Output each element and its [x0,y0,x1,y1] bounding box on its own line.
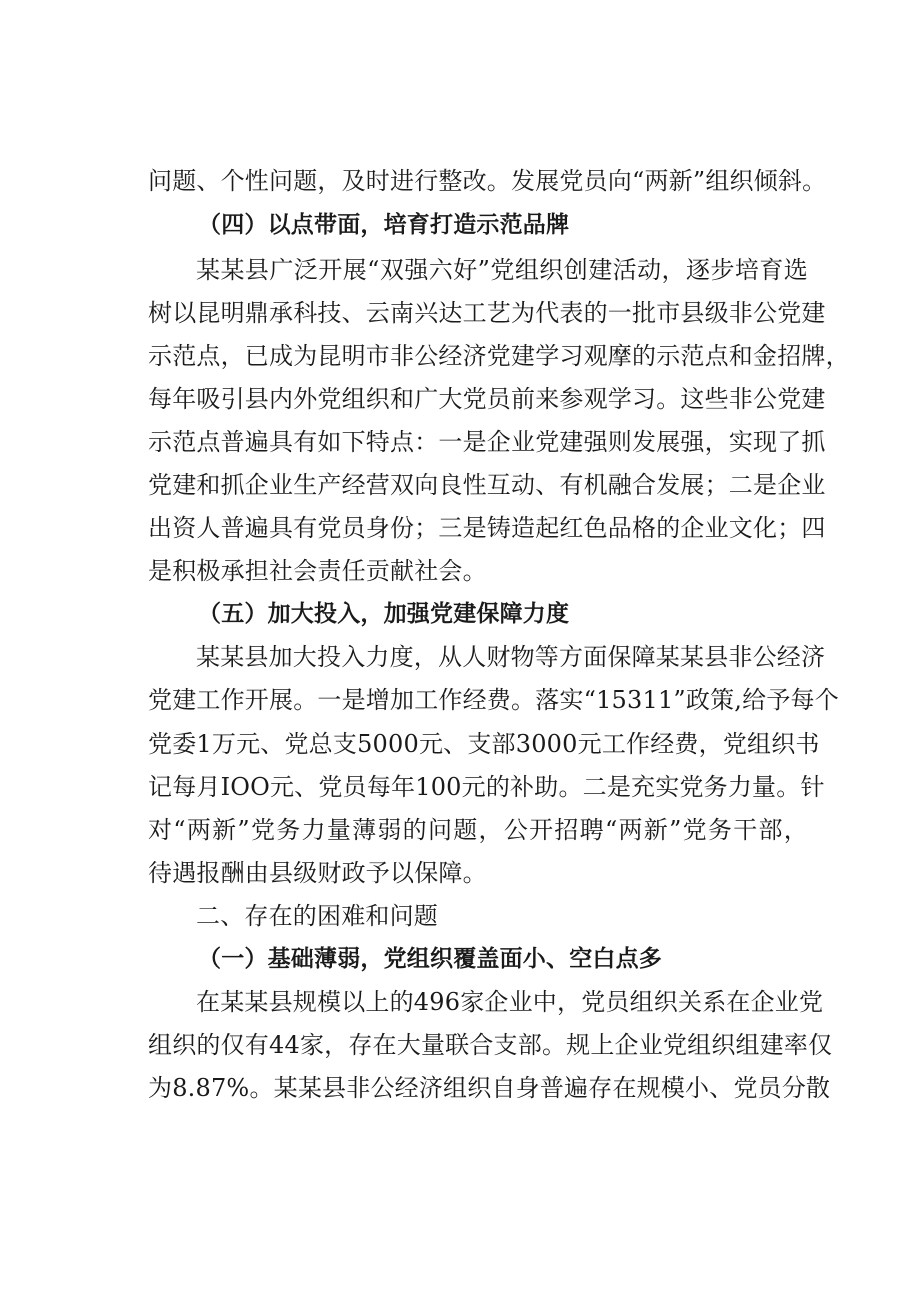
paragraph-line: 党建和抓企业生产经营双向良性互动、有机融合发展；二是企业 [148,471,826,499]
paragraph-line: 是积极承担社会责任贡献社会。 [148,557,487,585]
paragraph-line: 出资人普遍具有党员身份；三是铸造起红色品格的企业文化；四 [148,514,826,542]
section-heading-4: （四）以点带面，培育打造示范品牌 [198,212,570,238]
paragraph-line: 示范点普遍具有如下特点：一是企业党建强则发展强，实现了抓 [148,428,826,456]
paragraph-line: 某某县加大投入力度，从人财物等方面保障某某县非公经济 [196,643,826,671]
paragraph-line: 党委1万元、党总支5000元、支部3000元工作经费，党组织书 [148,730,820,758]
paragraph-line: 待遇报酬由县级财政予以保障。 [148,859,487,887]
paragraph-line: 某某县广泛开展“双强六好”党组织创建活动，逐步培育选 [196,256,808,284]
paragraph-line: 对“两新”党务力量薄弱的问题，公开招聘“两新”党务干部， [148,816,808,844]
paragraph-line: 记每月IOO元、党员每年100元的补助。二是充实党务力量。针 [148,773,825,801]
paragraph-line: 树以昆明鼎承科技、云南兴达工艺为代表的一批市县级非公党建 [148,299,826,327]
paragraph-line: 示范点，已成为昆明市非公经济党建学习观摩的示范点和金招牌， [148,342,850,370]
paragraph-line: 组织的仅有44家，存在大量联合支部。规上企业党组织组建率仅 [148,1031,833,1059]
section-heading-1: （一）基础薄弱，党组织覆盖面小、空白点多 [198,946,662,972]
paragraph-line: 在某某县规模以上的496家企业中，党员组织关系在企业党 [196,988,824,1016]
paragraph-line: 党建工作开展。一是增加工作经费。落实“15311”政策,给予每个 [148,686,839,714]
chapter-heading: 二、存在的困难和问题 [196,902,438,930]
section-heading-5: （五）加大投入，加强党建保障力度 [198,601,570,627]
paragraph-line: 为8.87%。某某县非公经济组织自身普遍存在规模小、党员分散 [148,1074,831,1102]
paragraph-line: 问题、个性问题，及时进行整改。发展党员向“两新”组织倾斜。 [148,167,827,195]
paragraph-line: 每年吸引县内外党组织和广大党员前来参观学习。这些非公党建 [148,385,826,413]
